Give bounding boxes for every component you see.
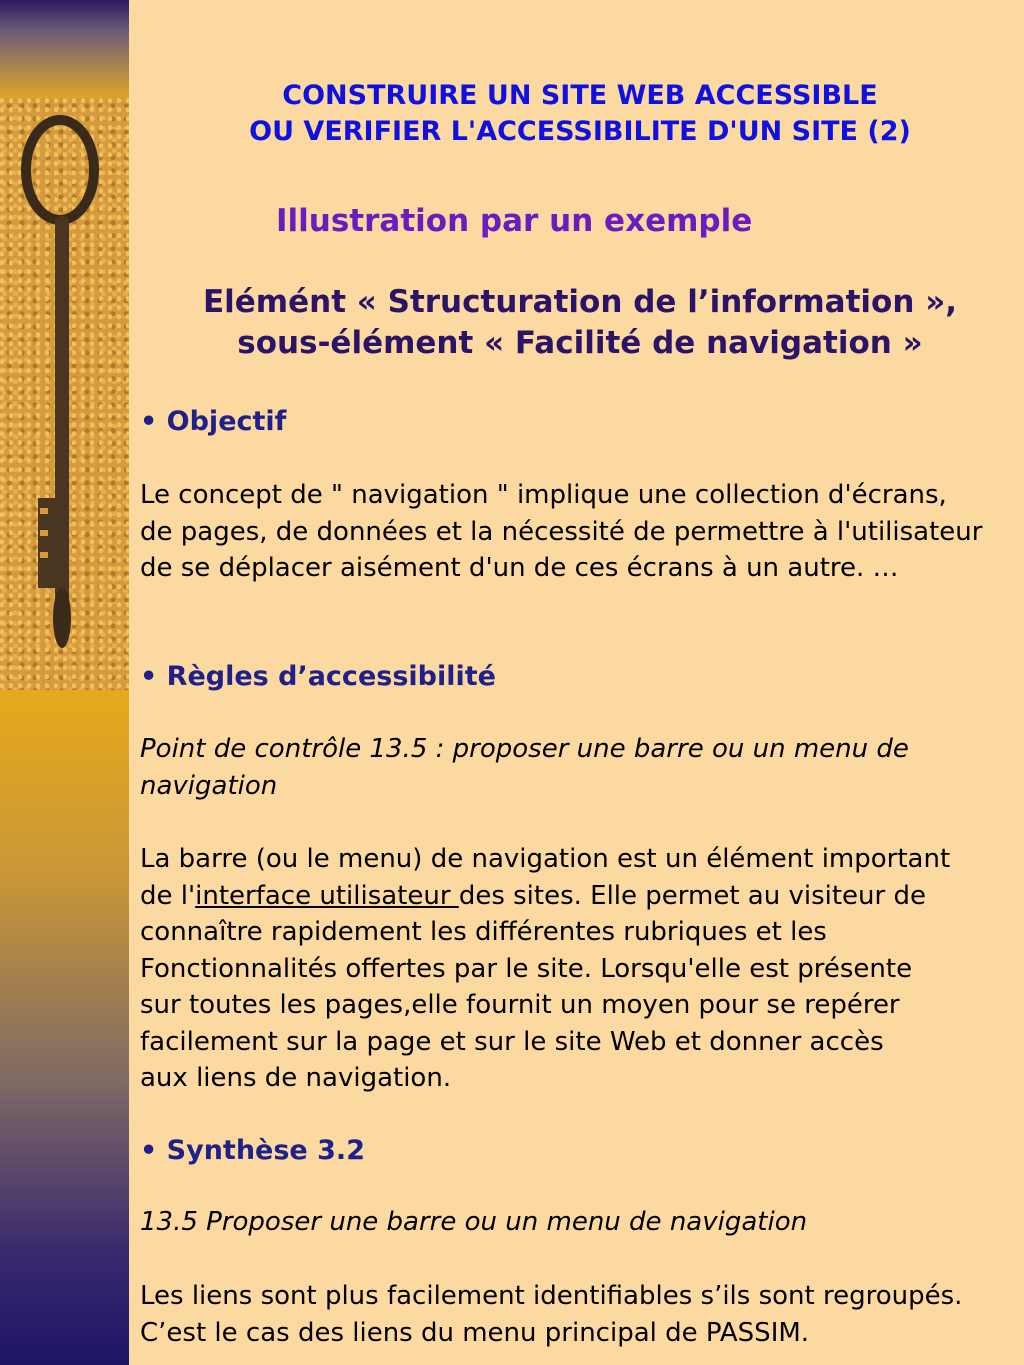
element-heading-line-2: sous-élément « Facilité de navigation »: [237, 325, 923, 361]
navigation-bar-paragraph: [140, 841, 1020, 1097]
nav-para-line: facilement sur la page et sur le site Web et donner accès: [140, 1026, 884, 1057]
nav-para-line-with-link: [140, 878, 1020, 915]
nav-para-prefix: de l': [140, 880, 196, 911]
title-line-2: OU VERIFIER L'ACCESSIBILITE D'UN SITE (2): [249, 116, 911, 147]
checkpoint-line: Point de contrôle 13.5 : proposer une barre ou un menu de: [140, 734, 909, 764]
section-heading-objectif: • Objectif: [140, 406, 287, 437]
element-heading-line-1: Elémént « Structuration de l’information »,: [202, 284, 958, 320]
synthese-italic-line: 13.5 Proposer une barre ou un menu de navigation: [140, 1207, 808, 1237]
synthese-paragraph: [140, 1278, 1020, 1351]
objectif-paragraph: [140, 477, 1020, 587]
page-title: [140, 78, 1020, 150]
old-key-icon: [0, 98, 129, 690]
nav-para-line: Fonctionnalités offertes par le site. Lorsqu'elle est présente: [140, 953, 913, 984]
synthese-line: Les liens sont plus facilement identifiables s’ils sont regroupés.: [140, 1281, 963, 1311]
objectif-line: de pages, de données et la nécessité de permettre à l'utilisateur: [140, 516, 983, 547]
interface-utilisateur-link[interactable]: interface utilisateur: [195, 880, 459, 911]
nav-para-line: aux liens de navigation.: [140, 1063, 452, 1093]
synthese-line: C’est le cas des liens du menu principal de PASSIM.: [140, 1317, 810, 1348]
nav-para-line: connaître rapidement les différentes rubriques et les: [140, 917, 827, 947]
nav-para-suffix: des sites. Elle permet au visiteur de: [458, 880, 926, 911]
checkpoint-line: navigation: [140, 770, 278, 801]
nav-para-line: La barre (ou le menu) de navigation est un élément important: [140, 844, 951, 874]
checkpoint-paragraph: [140, 731, 1020, 804]
subtitle: Illustration par un exemple: [276, 203, 753, 239]
title-line-1: CONSTRUIRE UN SITE WEB ACCESSIBLE: [282, 80, 878, 111]
key-photo: [0, 98, 129, 690]
section-heading-synthese: • Synthèse 3.2: [140, 1135, 365, 1166]
element-heading: [140, 282, 1020, 364]
objectif-line: de se déplacer aisément d'un de ces écrans à un autre. …: [140, 553, 899, 583]
objectif-line: Le concept de " navigation " implique une collection d'écrans,: [140, 480, 947, 510]
nav-para-line: sur toutes les pages,elle fournit un moyen pour se repérer: [140, 990, 900, 1020]
section-heading-regles: • Règles d’accessibilité: [140, 661, 496, 692]
